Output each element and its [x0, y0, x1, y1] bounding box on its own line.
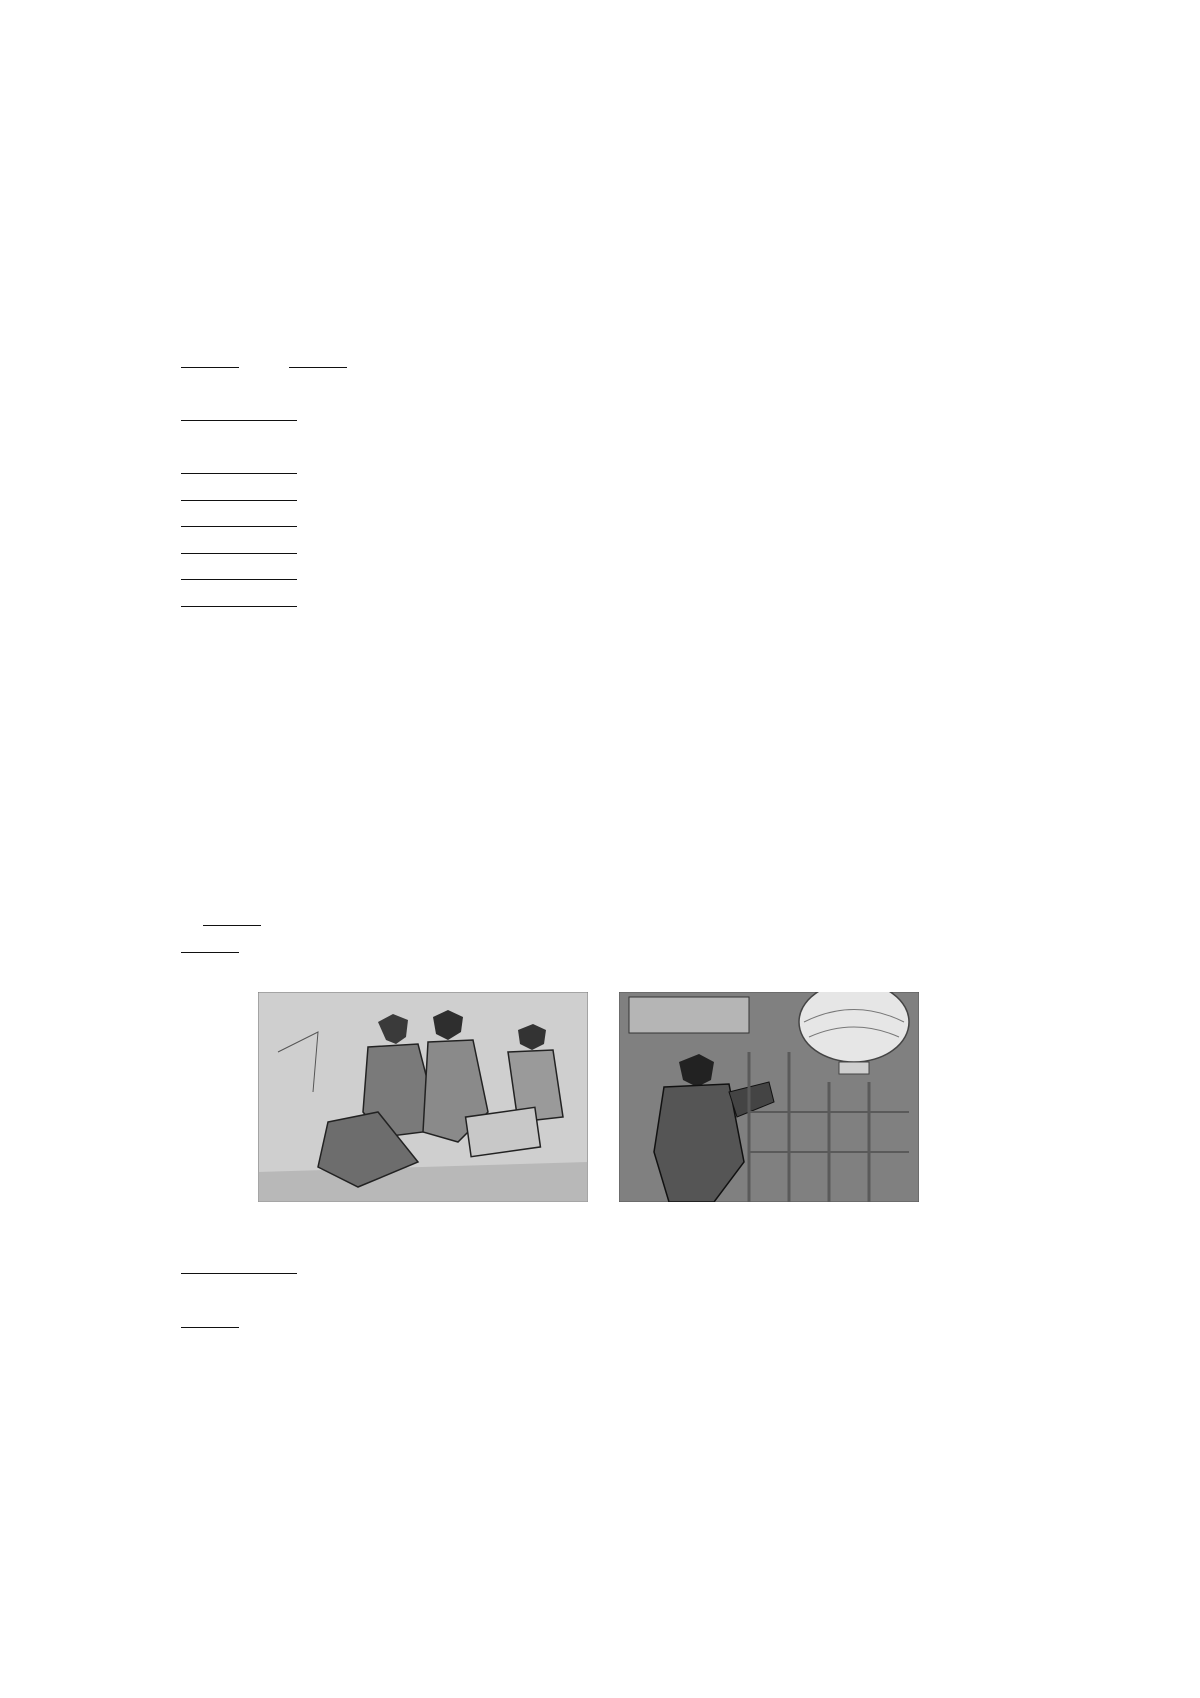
figure-one-illustration	[258, 992, 588, 1202]
figure-two-illustration	[619, 992, 919, 1202]
figure-one-image	[258, 992, 588, 1202]
question-1-heading	[181, 217, 1021, 244]
q3-option-c-line-1	[181, 775, 1021, 802]
q2-blank[interactable]	[181, 578, 239, 580]
q1-answer-row	[181, 350, 1021, 377]
q2-blank[interactable]	[181, 525, 239, 527]
chapter-blank[interactable]	[181, 951, 239, 953]
q2-blank[interactable]	[181, 472, 239, 474]
q2-blank[interactable]	[239, 419, 297, 421]
q2-item-3	[181, 483, 1021, 510]
q2-item-6	[181, 562, 1021, 589]
q4-intro	[181, 1363, 1021, 1390]
q3-option-d-line-2	[181, 855, 1021, 882]
figure-two-image	[619, 992, 919, 1202]
q4-subsection-heading	[181, 1389, 1021, 1416]
q2-blank[interactable]	[239, 552, 297, 554]
q3-option-b-line-2	[181, 748, 1021, 775]
q2-blank[interactable]	[181, 419, 239, 421]
q3-chapter-59	[181, 935, 1021, 962]
q3-option-a-line-2	[181, 695, 1021, 722]
q2-blank[interactable]	[239, 499, 297, 501]
q3-sub-2	[181, 1283, 1021, 1310]
result-blank[interactable]	[181, 1326, 239, 1328]
q3-option-a-line-1	[181, 669, 1021, 696]
question-2-heading	[181, 376, 1021, 403]
q4-material-line-1	[181, 1416, 1021, 1443]
q2-item-2	[181, 456, 1021, 483]
q3-option-d-line-1	[181, 828, 1021, 855]
q3-sub-1	[181, 1256, 1021, 1283]
q3-choose-figure	[181, 1230, 1021, 1257]
q2-blank[interactable]	[239, 578, 297, 580]
q3-part-3-prompt	[181, 961, 1021, 988]
q2-item-1-line-1	[181, 403, 1021, 430]
q2-blank[interactable]	[239, 605, 297, 607]
q4-material-line-2	[181, 1443, 1021, 1470]
q1-paragraph-line-1	[181, 243, 1021, 270]
q3-part-1-prompt	[181, 642, 1021, 669]
figure-row	[181, 992, 1021, 1230]
q3-chapter-25	[181, 908, 1021, 935]
q2-blank[interactable]	[239, 472, 297, 474]
question-4-heading	[181, 1336, 1021, 1363]
q3-option-b-line-1	[181, 722, 1021, 749]
q2-item-1-line-2	[181, 429, 1021, 456]
q1-instruction	[181, 323, 1021, 350]
q1-paragraph-line-3	[181, 296, 1021, 323]
q2-blank[interactable]	[181, 552, 239, 554]
q1-blank-2[interactable]	[289, 366, 347, 368]
document-body	[181, 190, 1021, 1469]
hero-blank[interactable]	[239, 1272, 297, 1274]
q2-blank[interactable]	[181, 499, 239, 501]
section-heading	[181, 190, 1021, 217]
q2-blank[interactable]	[239, 525, 297, 527]
q2-item-5	[181, 536, 1021, 563]
q2-blank[interactable]	[181, 605, 239, 607]
q1-blank-1[interactable]	[181, 366, 239, 368]
q2-item-4	[181, 509, 1021, 536]
q3-result-row	[181, 1310, 1021, 1337]
chapter-blank[interactable]	[203, 924, 261, 926]
story-blank[interactable]	[181, 1272, 239, 1274]
q1-paragraph-line-2	[181, 270, 1021, 297]
q2-item-7	[181, 589, 1021, 616]
q3-part-2-prompt	[181, 881, 1021, 908]
question-3-heading	[181, 616, 1021, 643]
q3-option-c-line-2	[181, 802, 1021, 829]
